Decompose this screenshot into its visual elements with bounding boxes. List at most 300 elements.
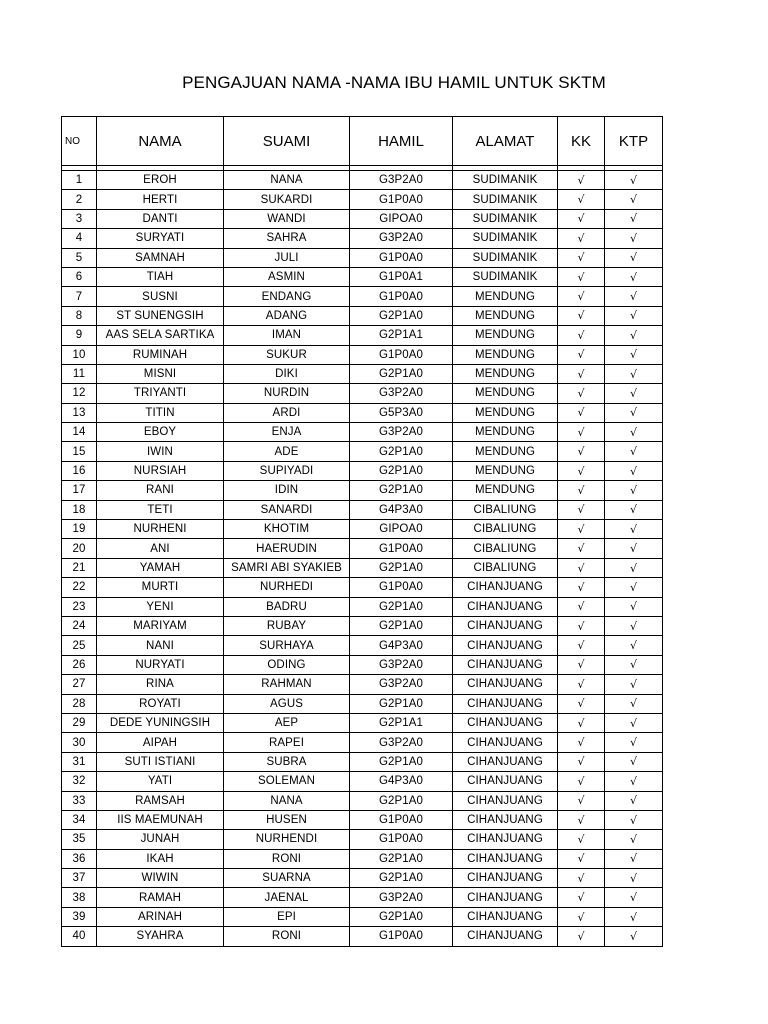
cell-ktp: √ [605,927,663,946]
cell-nama: DANTI [97,209,224,228]
cell-alamat: MENDUNG [453,326,558,345]
cell-hamil: G2P1A0 [350,907,453,926]
cell-suami: ADANG [224,306,350,325]
cell-kk: √ [558,461,605,480]
table-row [62,248,663,267]
cell-hamil: G1P0A0 [350,345,453,364]
cell-nama: SAMNAH [97,248,224,267]
cell-kk: √ [558,442,605,461]
cell-suami: JULI [224,248,350,267]
cell-no: 6 [62,267,97,286]
cell-ktp: √ [605,675,663,694]
cell-kk: √ [558,733,605,752]
cell-hamil: G1P0A0 [350,810,453,829]
cell-suami: SAMRI ABI SYAKIEB [224,558,350,577]
cell-suami: HAERUDIN [224,539,350,558]
cell-kk: √ [558,520,605,539]
cell-nama: RINA [97,675,224,694]
cell-hamil: G2P1A0 [350,442,453,461]
pregnant-women-table [61,116,663,947]
cell-nama: NURSIAH [97,461,224,480]
cell-suami: HUSEN [224,810,350,829]
table-row [62,403,663,422]
cell-alamat: CIHANJUANG [453,597,558,616]
column-header-no: NO [62,117,97,166]
table-body [62,166,663,947]
cell-ktp: √ [605,655,663,674]
cell-no: 28 [62,694,97,713]
cell-kk: √ [558,888,605,907]
cell-nama: ANI [97,539,224,558]
cell-no: 1 [62,171,97,190]
table-row [62,849,663,868]
table-row [62,810,663,829]
cell-nama: MISNI [97,364,224,383]
table-row [62,713,663,732]
table-row [62,733,663,752]
cell-kk: √ [558,616,605,635]
cell-hamil: G1P0A0 [350,927,453,946]
cell-ktp: √ [605,267,663,286]
cell-nama: TIAH [97,267,224,286]
cell-nama: IIS MAEMUNAH [97,810,224,829]
cell-nama: IWIN [97,442,224,461]
cell-kk: √ [558,713,605,732]
cell-alamat: CIHANJUANG [453,907,558,926]
cell-hamil: G2P1A0 [350,597,453,616]
cell-alamat: CIHANJUANG [453,810,558,829]
cell-ktp: √ [605,539,663,558]
cell-alamat: SUDIMANIK [453,209,558,228]
cell-nama: NURHENI [97,520,224,539]
cell-ktp: √ [605,442,663,461]
cell-kk: √ [558,636,605,655]
cell-alamat: MENDUNG [453,384,558,403]
cell-kk: √ [558,869,605,888]
cell-hamil: G2P1A0 [350,616,453,635]
cell-alamat: CIHANJUANG [453,869,558,888]
cell-no: 33 [62,791,97,810]
cell-alamat: SUDIMANIK [453,229,558,248]
table-row [62,927,663,946]
cell-hamil: G1P0A1 [350,267,453,286]
table-row [62,287,663,306]
cell-ktp: √ [605,713,663,732]
cell-no: 21 [62,558,97,577]
cell-suami: IDIN [224,481,350,500]
cell-hamil: G3P2A0 [350,655,453,674]
cell-suami: IMAN [224,326,350,345]
cell-hamil: G1P0A0 [350,190,453,209]
table-row [62,869,663,888]
cell-ktp: √ [605,733,663,752]
table-row [62,209,663,228]
cell-ktp: √ [605,849,663,868]
cell-nama: WIWIN [97,869,224,888]
cell-nama: NANI [97,636,224,655]
cell-ktp: √ [605,636,663,655]
cell-alamat: CIHANJUANG [453,752,558,771]
cell-no: 5 [62,248,97,267]
cell-no: 2 [62,190,97,209]
cell-ktp: √ [605,597,663,616]
cell-kk: √ [558,539,605,558]
cell-kk: √ [558,384,605,403]
cell-nama: AIPAH [97,733,224,752]
cell-alamat: CIHANJUANG [453,791,558,810]
cell-alamat: CIHANJUANG [453,713,558,732]
cell-hamil: G3P2A0 [350,229,453,248]
cell-no: 38 [62,888,97,907]
cell-nama: MURTI [97,578,224,597]
cell-no: 37 [62,869,97,888]
cell-nama: EROH [97,171,224,190]
cell-suami: AEP [224,713,350,732]
cell-suami: NANA [224,791,350,810]
cell-hamil: G2P1A0 [350,752,453,771]
cell-kk: √ [558,171,605,190]
cell-alamat: MENDUNG [453,364,558,383]
cell-no: 32 [62,772,97,791]
cell-ktp: √ [605,500,663,519]
cell-hamil: G2P1A0 [350,306,453,325]
table-row [62,772,663,791]
cell-ktp: √ [605,229,663,248]
cell-hamil: G2P1A1 [350,713,453,732]
cell-ktp: √ [605,616,663,635]
cell-suami: DIKI [224,364,350,383]
cell-alamat: CIHANJUANG [453,578,558,597]
cell-no: 16 [62,461,97,480]
cell-kk: √ [558,810,605,829]
cell-kk: √ [558,306,605,325]
cell-alamat: MENDUNG [453,403,558,422]
cell-suami: RAHMAN [224,675,350,694]
cell-alamat: CIBALIUNG [453,558,558,577]
cell-kk: √ [558,694,605,713]
cell-kk: √ [558,287,605,306]
cell-ktp: √ [605,326,663,345]
cell-kk: √ [558,558,605,577]
column-header-kk: KK [558,117,605,166]
cell-ktp: √ [605,791,663,810]
cell-alamat: MENDUNG [453,287,558,306]
cell-kk: √ [558,209,605,228]
table-row [62,171,663,190]
cell-alamat: CIBALIUNG [453,520,558,539]
cell-hamil: G2P1A0 [350,364,453,383]
cell-alamat: CIHANJUANG [453,927,558,946]
cell-nama: SUSNI [97,287,224,306]
column-header-hamil: HAMIL [350,117,453,166]
cell-kk: √ [558,655,605,674]
cell-nama: EBOY [97,423,224,442]
table-row [62,423,663,442]
cell-no: 34 [62,810,97,829]
cell-ktp: √ [605,869,663,888]
cell-hamil: G2P1A0 [350,461,453,480]
cell-alamat: CIHANJUANG [453,830,558,849]
cell-suami: NURHEDI [224,578,350,597]
cell-kk: √ [558,907,605,926]
cell-hamil: G5P3A0 [350,403,453,422]
cell-alamat: MENDUNG [453,461,558,480]
table-row [62,888,663,907]
table-row [62,655,663,674]
cell-nama: ROYATI [97,694,224,713]
cell-alamat: CIBALIUNG [453,500,558,519]
cell-hamil: G4P3A0 [350,636,453,655]
cell-alamat: SUDIMANIK [453,267,558,286]
cell-nama: TRIYANTI [97,384,224,403]
table-row [62,539,663,558]
cell-nama: SYAHRA [97,927,224,946]
cell-hamil: G1P0A0 [350,248,453,267]
cell-no: 24 [62,616,97,635]
cell-alamat: CIHANJUANG [453,733,558,752]
cell-ktp: √ [605,752,663,771]
cell-suami: ENDANG [224,287,350,306]
cell-kk: √ [558,190,605,209]
cell-hamil: G4P3A0 [350,772,453,791]
cell-suami: ADE [224,442,350,461]
cell-ktp: √ [605,558,663,577]
column-header-alamat: ALAMAT [453,117,558,166]
cell-no: 10 [62,345,97,364]
cell-suami: SUKARDI [224,190,350,209]
column-header-nama: NAMA [97,117,224,166]
cell-suami: SUARNA [224,869,350,888]
table-header-row [62,117,663,166]
cell-suami: NURDIN [224,384,350,403]
cell-alamat: CIHANJUANG [453,655,558,674]
cell-no: 15 [62,442,97,461]
cell-alamat: MENDUNG [453,423,558,442]
cell-no: 14 [62,423,97,442]
cell-kk: √ [558,597,605,616]
cell-nama: RAMAH [97,888,224,907]
table-row [62,578,663,597]
cell-suami: NURHENDI [224,830,350,849]
cell-nama: AAS SELA SARTIKA [97,326,224,345]
cell-ktp: √ [605,209,663,228]
cell-kk: √ [558,927,605,946]
cell-hamil: G2P1A0 [350,481,453,500]
cell-hamil: GIPOA0 [350,209,453,228]
table-row [62,597,663,616]
table-row [62,229,663,248]
cell-no: 19 [62,520,97,539]
cell-hamil: G3P2A0 [350,171,453,190]
table-row [62,326,663,345]
column-header-suami: SUAMI [224,117,350,166]
cell-alamat: CIHANJUANG [453,888,558,907]
table-row [62,345,663,364]
cell-suami: EPI [224,907,350,926]
cell-nama: YAMAH [97,558,224,577]
cell-hamil: G2P1A1 [350,326,453,345]
cell-ktp: √ [605,907,663,926]
cell-hamil: G3P2A0 [350,888,453,907]
cell-no: 25 [62,636,97,655]
cell-nama: HERTI [97,190,224,209]
cell-ktp: √ [605,830,663,849]
cell-ktp: √ [605,423,663,442]
cell-hamil: G1P0A0 [350,830,453,849]
cell-no: 22 [62,578,97,597]
cell-ktp: √ [605,345,663,364]
cell-ktp: √ [605,578,663,597]
cell-alamat: CIHANJUANG [453,675,558,694]
cell-hamil: GIPOA0 [350,520,453,539]
cell-hamil: G3P2A0 [350,675,453,694]
cell-no: 26 [62,655,97,674]
cell-alamat: SUDIMANIK [453,190,558,209]
table-row [62,190,663,209]
cell-kk: √ [558,326,605,345]
cell-kk: √ [558,500,605,519]
cell-hamil: G1P0A0 [350,539,453,558]
cell-suami: SUKUR [224,345,350,364]
cell-nama: RAMSAH [97,791,224,810]
cell-no: 3 [62,209,97,228]
cell-alamat: SUDIMANIK [453,248,558,267]
cell-kk: √ [558,752,605,771]
cell-nama: SURYATI [97,229,224,248]
cell-ktp: √ [605,694,663,713]
cell-ktp: √ [605,287,663,306]
cell-no: 29 [62,713,97,732]
cell-hamil: G2P1A0 [350,791,453,810]
cell-no: 17 [62,481,97,500]
cell-hamil: G2P1A0 [350,694,453,713]
cell-ktp: √ [605,171,663,190]
cell-ktp: √ [605,364,663,383]
table-row [62,500,663,519]
cell-alamat: MENDUNG [453,345,558,364]
cell-no: 31 [62,752,97,771]
table-row [62,791,663,810]
table-row [62,907,663,926]
cell-no: 13 [62,403,97,422]
table-row [62,675,663,694]
cell-no: 8 [62,306,97,325]
cell-no: 7 [62,287,97,306]
cell-alamat: CIHANJUANG [453,636,558,655]
table-row [62,267,663,286]
cell-no: 11 [62,364,97,383]
cell-ktp: √ [605,520,663,539]
column-header-ktp: KTP [605,117,663,166]
cell-kk: √ [558,364,605,383]
cell-no: 27 [62,675,97,694]
cell-kk: √ [558,830,605,849]
table-row [62,558,663,577]
page-title: PENGAJUAN NAMA -NAMA IBU HAMIL UNTUK SKTM [182,73,606,92]
cell-suami: NANA [224,171,350,190]
cell-ktp: √ [605,190,663,209]
cell-ktp: √ [605,248,663,267]
cell-kk: √ [558,675,605,694]
cell-no: 30 [62,733,97,752]
cell-nama: MARIYAM [97,616,224,635]
cell-suami: SURHAYA [224,636,350,655]
cell-hamil: G3P2A0 [350,423,453,442]
table-row [62,830,663,849]
cell-nama: RANI [97,481,224,500]
cell-no: 40 [62,927,97,946]
cell-suami: SANARDI [224,500,350,519]
cell-suami: SAHRA [224,229,350,248]
cell-no: 35 [62,830,97,849]
cell-alamat: MENDUNG [453,442,558,461]
cell-kk: √ [558,248,605,267]
table-row [62,442,663,461]
cell-alamat: CIBALIUNG [453,539,558,558]
cell-suami: SUBRA [224,752,350,771]
cell-nama: YATI [97,772,224,791]
cell-kk: √ [558,345,605,364]
cell-alamat: CIHANJUANG [453,694,558,713]
cell-ktp: √ [605,810,663,829]
cell-kk: √ [558,791,605,810]
table-row [62,616,663,635]
cell-no: 4 [62,229,97,248]
table-row [62,384,663,403]
cell-suami: ENJA [224,423,350,442]
cell-hamil: G2P1A0 [350,558,453,577]
cell-kk: √ [558,267,605,286]
table-row [62,694,663,713]
cell-kk: √ [558,229,605,248]
table-row [62,481,663,500]
cell-ktp: √ [605,481,663,500]
table-row [62,461,663,480]
cell-alamat: CIHANJUANG [453,772,558,791]
cell-no: 23 [62,597,97,616]
cell-nama: SUTI ISTIANI [97,752,224,771]
cell-suami: ODING [224,655,350,674]
cell-suami: BADRU [224,597,350,616]
cell-no: 39 [62,907,97,926]
table-row [62,364,663,383]
cell-ktp: √ [605,888,663,907]
cell-alamat: MENDUNG [453,481,558,500]
cell-hamil: G4P3A0 [350,500,453,519]
cell-suami: JAENAL [224,888,350,907]
cell-hamil: G2P1A0 [350,849,453,868]
cell-suami: KHOTIM [224,520,350,539]
cell-no: 18 [62,500,97,519]
cell-ktp: √ [605,384,663,403]
cell-hamil: G2P1A0 [350,869,453,888]
cell-suami: RONI [224,927,350,946]
cell-kk: √ [558,849,605,868]
cell-suami: RAPEI [224,733,350,752]
cell-alamat: CIHANJUANG [453,616,558,635]
cell-no: 20 [62,539,97,558]
cell-ktp: √ [605,306,663,325]
cell-suami: ARDI [224,403,350,422]
table-row [62,520,663,539]
cell-alamat: MENDUNG [453,306,558,325]
cell-suami: RUBAY [224,616,350,635]
cell-hamil: G1P0A0 [350,578,453,597]
cell-nama: ARINAH [97,907,224,926]
table-row [62,306,663,325]
cell-kk: √ [558,403,605,422]
cell-alamat: SUDIMANIK [453,171,558,190]
